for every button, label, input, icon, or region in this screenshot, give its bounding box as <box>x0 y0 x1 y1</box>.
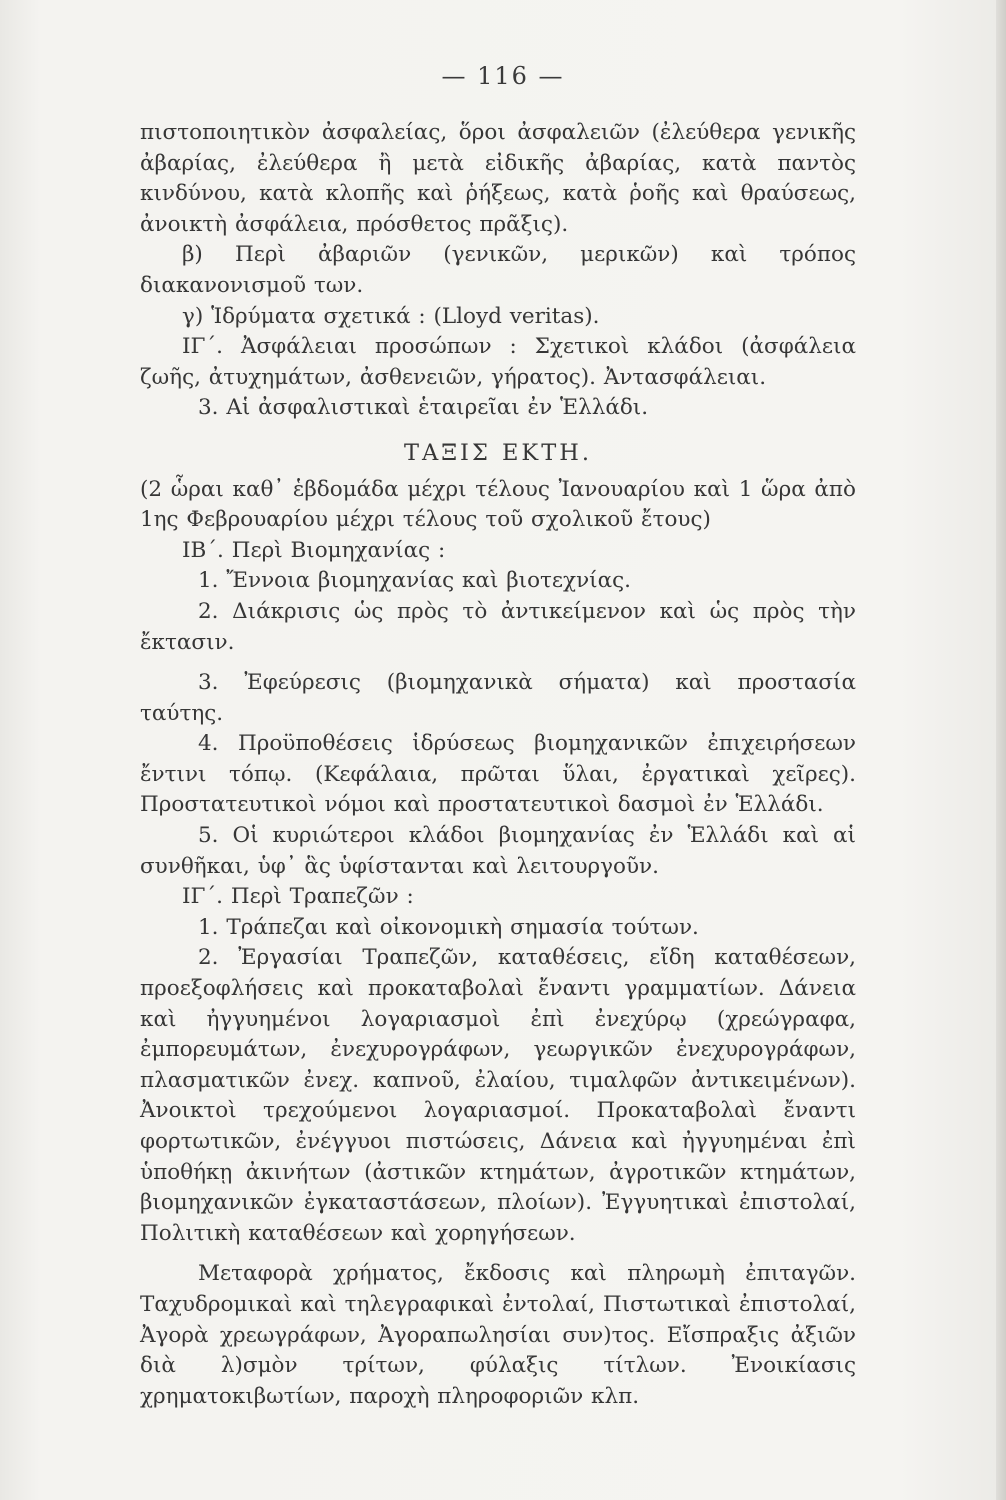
paragraph: β) Περὶ ἀβαριῶν (γενικῶν, μερικῶν) καὶ τρόπος διακανονισμοῦ των. <box>140 242 856 298</box>
paragraph: 2. Ἐργασίαι Τραπεζῶν, καταθέσεις, εἴδη καταθέσεων, προεξοφλήσεις καὶ προκαταβολαὶ ἔναντι γραμματίων. Δάνεια καὶ ἠγγυημένοι λογαριασμοὶ ἐπὶ ἐνεχύρῳ (χρεώγραφα, ἐμπορευμάτων, ἐνεχυρογράφων, γεωργικῶν ἐνεχυρογράφων, πλασματικῶν ἐνεχ. καπνοῦ, ἐλαίου, τιμαλφῶν ἀντικειμένων). Ἀνοικτοὶ τρεχούμενοι λογαριασμοί. Προκαταβολαὶ ἔναντι φορτωτικῶν, ἐνέγγυοι πιστώσεις, Δάνεια καὶ ἠγγυημέναι ἐπὶ ὑποθήκῃ ἀκινήτων (ἀστικῶν κτημάτων, ἀγροτικῶν κτημάτων, βιομηχανικῶν ἐγκαταστάσεων, πλοίων). Ἐγγυητικαὶ ἐπιστολαί, Πολιτικὴ καταθέσεων καὶ χορηγήσεων. <box>140 945 856 1246</box>
paragraph: 2. Διάκρισις ὡς πρὸς τὸ ἀντικείμενον καὶ ὡς πρὸς τὴν ἔκτασιν. <box>140 598 856 655</box>
paragraph: ΙΒ΄. Περὶ Βιομηχανίας : <box>182 537 446 563</box>
section-heading: ΤΑΞΙΣ ΕΚΤΗ. <box>403 439 593 466</box>
paragraph: 3. Αἱ ἀσφαλιστικαὶ ἑταιρεῖαι ἐν Ἑλλάδι. <box>198 395 649 421</box>
paragraph: Μεταφορὰ χρήματος, ἔκδοσις καὶ πληρωμὴ ἐπιταγῶν. Ταχυδρομικαὶ καὶ τηλεγραφικαὶ ἐντολαί, Πιστωτικαὶ ἐπιστολαί, Ἀγορὰ χρεωγράφων, Ἀγοραπωλησίαι συν)τος. Εἴσπραξις ἀξιῶν διὰ λ)σμὸν τρίτων, φύλαξις τίτλων. Ἐνοικίασις χρηματοκιβωτίων, παροχὴ πληροφοριῶν κλπ. <box>140 1261 856 1409</box>
paragraph: γ) Ἱδρύματα σχετικά : (Lloyd veritas). <box>182 303 600 329</box>
body-text <box>140 118 856 1412</box>
page-number: — 116 — <box>441 62 565 90</box>
paragraph: (2 ὧραι καθ᾽ ἑβδομάδα μέχρι τέλους Ἰανουαρίου καὶ 1 ὥρα ἀπὸ 1ης Φεβρουαρίου μέχρι τέλους τοῦ σχολικοῦ ἔτους) <box>140 476 856 533</box>
paragraph: ΙΓ΄. Ἀσφάλειαι προσώπων : Σχετικοὶ κλάδοι (ἀσφάλεια ζωῆς, ἀτυχημάτων, ἀσθενειῶν, γήρατος). Ἀντασφάλειαι. <box>140 334 856 390</box>
paragraph: πιστοποιητικὸν ἀσφαλείας, ὅροι ἀσφαλειῶν (ἐλεύθερα γενικῆς ἀβαρίας, ἐλεύθερα ἢ μετὰ εἰδικῆς ἀβαρίας, κατὰ παντὸς κινδύνου, κατὰ κλοπῆς καὶ ῥήξεως, κατὰ ῥοῆς καὶ θραύσεως, ἀνοικτὴ ἀσφάλεια, πρόσθετος πρᾶξις). <box>140 120 856 237</box>
paragraph: 4. Προϋποθέσεις ἱδρύσεως βιομηχανικῶν ἐπιχειρήσεων ἔντινι τόπῳ. (Κεφάλαια, πρῶται ὕλαι, ἐργατικαὶ χεῖρες). Προστατευτικοὶ νόμοι καὶ προστατευτικοὶ δασμοὶ ἐν Ἑλλάδι. <box>140 731 856 818</box>
paragraph: 1. Ἔννοια βιομηχανίας καὶ βιοτεχνίας. <box>198 568 631 594</box>
paragraph: 1. Τράπεζαι καὶ οἰκονομικὴ σημασία τούτων. <box>198 914 699 940</box>
page-edge-shadow <box>996 0 1006 1500</box>
paragraph: ΙΓ΄. Περὶ Τραπεζῶν : <box>182 884 414 910</box>
paragraph: 5. Οἱ κυριώτεροι κλάδοι βιομηχανίας ἐν Ἑλλάδι καὶ αἱ συνθῆκαι, ὑφ᾽ ἃς ὑφίστανται καὶ λειτουργοῦν. <box>140 823 856 879</box>
paragraph: 3. Ἐφεύρεσις (βιομηχανικὰ σήματα) καὶ προστασία ταύτης. <box>140 670 856 726</box>
